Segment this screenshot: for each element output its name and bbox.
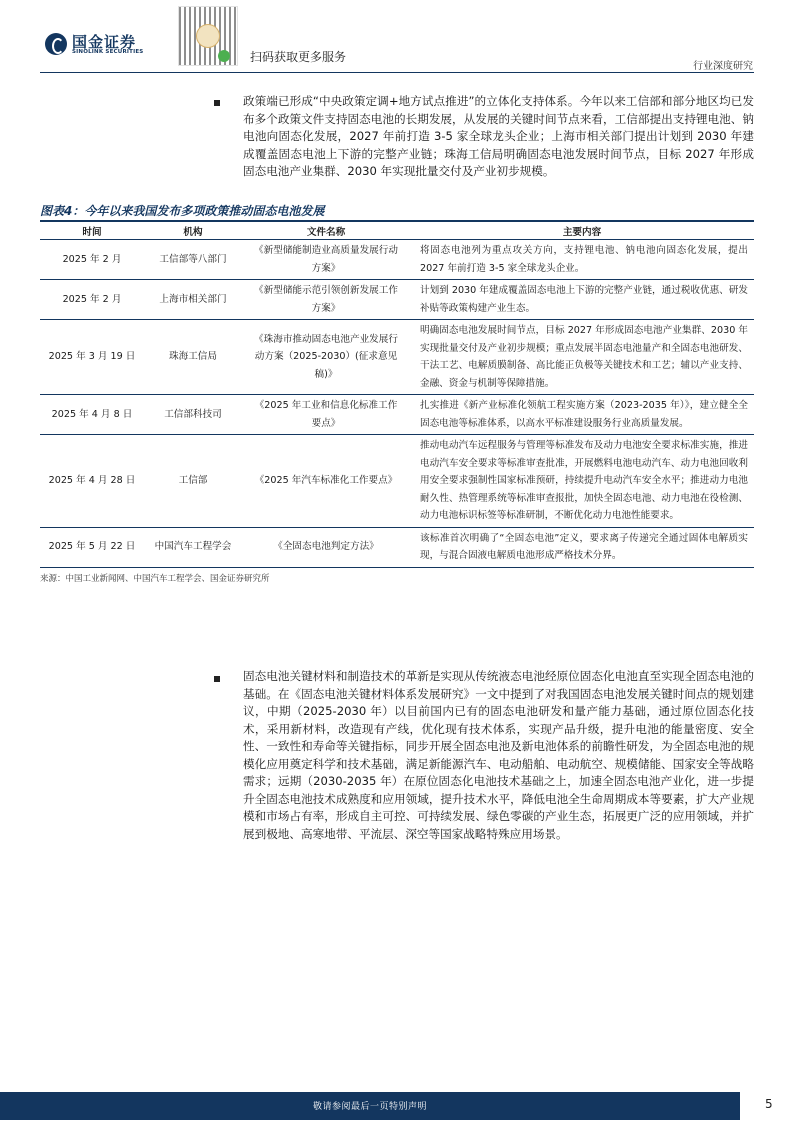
company-logo-icon	[45, 33, 67, 55]
table-row	[40, 395, 754, 435]
cell-content: 该标准首次明确了“全固态电池”定义，要求离子传递完全通过固体电解质实现，与混合固液电解质电池形成严格技术分界。	[410, 527, 754, 567]
scan-prompt: 扫码获取更多服务	[250, 50, 347, 64]
cell-time: 2025 年 4 月 8 日	[40, 395, 144, 435]
cell-org: 上海市相关部门	[144, 280, 242, 320]
qr-center-logo-icon	[196, 24, 220, 48]
report-type-label: 行业深度研究	[693, 61, 753, 72]
cell-doc: 《珠海市推动固态电池产业发展行动方案（2025-2030）(征求意见稿)》	[242, 320, 410, 395]
bullet-icon	[214, 676, 220, 682]
cell-org: 工信部等八部门	[144, 240, 242, 280]
cell-time: 2025 年 2 月	[40, 280, 144, 320]
table-row	[40, 240, 754, 280]
cell-content: 明确固态电池发展时间节点，目标 2027 年形成固态电池产业集群、2030 年实现批量交付及产业初步规模；重点发展半固态电池量产和全固态电池研发、干法工艺、电解质膜制备、高比能正负极等关键技术和工艺；辅以产业支持、金融、资金与机制等保障措施。	[410, 320, 754, 395]
table-row	[40, 280, 754, 320]
cell-content: 计划到 2030 年建成覆盖固态电池上下游的完整产业链，通过税收优惠、研发补贴等政策构建产业生态。	[410, 280, 754, 320]
cell-org: 中国汽车工程学会	[144, 527, 242, 567]
footer-disclaimer[interactable]: 敬请参阅最后一页特别声明	[312, 1102, 427, 1112]
table-row	[40, 435, 754, 528]
paragraph-policy: 政策端已形成“中央政策定调+地方试点推进”的立体化支持体系。今年以来工信部和部分地区均已发布多个政策文件支持固态电池的长期发展，从发展的关键时间节点来看，工信部提出支持锂电池、钠电池向固态化发展，2027 年前打造 3-5 家全球龙头企业；上海市相关部门提出计划到 2030 年建成覆盖固态电池上下游的完整产业链；珠海工信局明确固态电池发展时间节点，目标 2027 年形成固态电池产业集群、2030 年实现批量交付及产业初步规模。	[243, 94, 754, 178]
paragraph-materials: 固态电池关键材料和制造技术的革新是实现从传统液态电池经原位固态化电池直至实现全固态电池的基础。在《固态电池关键材料体系发展研究》一文中提到了对我国固态电池发展关键时间点的规划建议，中期（2025-2030 年）以目前国内已有的固态电池研发和量产能力基础，通过原位固态化技术，采用新材料，改造现有产线，优化现有技术体系，实现产品升级，提升电池的能量密度、安全性、一致性和寿命等关键指标，同步开展全固态电池及新电池体系的前瞻性研发，为全固态电池的规模化应用奠定科学和技术基础，满足新能源汽车、电动船舶、电动航空、规模储能、国家安全等战略需求；远期（2030-2035 年）在原位固态化电池技术基础之上，加速全固态电池产业化，进一步提升全固态电池技术成熟度和应用领域，提升技术水平，降低电池全生命周期成本等要素，扩大产业规模和市场占有率，形成自主可控、可持续发展、绿色零碳的产业生态，拓展更广泛的应用领域，并扩展到极地、高寒地带、平流层、深空等国家战略特殊应用场景。	[243, 669, 754, 841]
cell-org: 工信部	[144, 435, 242, 528]
cell-content: 将固态电池列为重点攻关方向，支持锂电池、钠电池向固态化发展，提出 2027 年前打造 3-5 家全球龙头企业。	[410, 240, 754, 280]
table-source: 来源：中国工业新闻网、中国汽车工程学会、国金证券研究所	[40, 574, 270, 584]
cell-doc: 《新型储能示范引领创新发展工作方案》	[242, 280, 410, 320]
table-header-row	[40, 222, 754, 240]
cell-doc: 《全固态电池判定方法》	[242, 527, 410, 567]
cell-time: 2025 年 5 月 22 日	[40, 527, 144, 567]
page-number: 5	[765, 1097, 773, 1111]
cell-doc: 《新型储能制造业高质量发展行动方案》	[242, 240, 410, 280]
company-name-en: SINOLINK SECURITIES	[72, 49, 144, 55]
header-doc: 文件名称	[242, 222, 410, 240]
header-time: 时间	[40, 222, 144, 240]
wechat-badge-icon	[218, 50, 230, 62]
table-row	[40, 320, 754, 395]
cell-time: 2025 年 4 月 28 日	[40, 435, 144, 528]
header-org: 机构	[144, 222, 242, 240]
table-title: 图表4：今年以来我国发布多项政策推动固态电池发展	[40, 204, 325, 218]
cell-org: 工信部科技司	[144, 395, 242, 435]
header-divider	[40, 72, 754, 73]
policy-table	[40, 222, 754, 568]
cell-time: 2025 年 2 月	[40, 240, 144, 280]
cell-doc: 《2025 年汽车标准化工作要点》	[242, 435, 410, 528]
cell-content: 扎实推进《新产业标准化领航工程实施方案（2023-2035 年）》，建立健全全固态电池等标准体系，以高水平标准建设服务行业高质量发展。	[410, 395, 754, 435]
cell-org: 珠海工信局	[144, 320, 242, 395]
bullet-icon	[214, 100, 220, 106]
company-name-cn: 国金证券	[72, 33, 137, 51]
table-row	[40, 527, 754, 567]
cell-time: 2025 年 3 月 19 日	[40, 320, 144, 395]
cell-content: 推动电动汽车远程服务与管理等标准发布及动力电池安全要求标准实施，推进电动汽车安全要求等标准审查批准，开展燃料电池电动汽车、动力电池回收利用安全要求强制性国家标准预研，持续提升电动汽车安全水平；推进动力电池耐久性、热管理系统等标准审查报批，加快全固态电池、动力电池在役检测、动力电池标识标签等标准研制，不断优化动力电池性能要求。	[410, 435, 754, 528]
cell-doc: 《2025 年工业和信息化标准工作要点》	[242, 395, 410, 435]
header-content: 主要内容	[410, 222, 754, 240]
